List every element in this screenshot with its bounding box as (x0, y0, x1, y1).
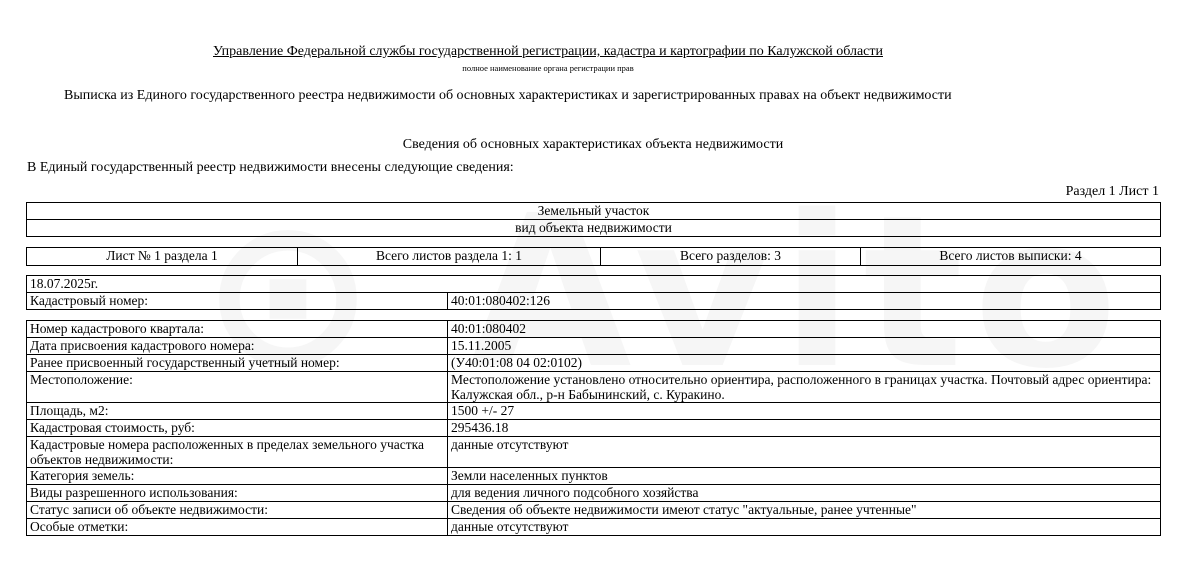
table-row (27, 502, 1161, 519)
table-row (27, 468, 1161, 485)
row-label: Особые отметки: (27, 519, 448, 536)
row-value: для ведения личного подсобного хозяйства (448, 485, 1161, 502)
object-type-table (26, 202, 1161, 237)
section-title: Сведения об основных характеристиках объекта недвижимости (402, 137, 784, 152)
row-label: Кадастровые номера расположенных в пределах земельного участка объектов недвижимости: (27, 437, 448, 468)
row-value: Местоположение установлено относительно ориентира, расположенного в границах участка. Почтовый адрес ориентира: Калужская обл., р-н Бабынинский, с. Куракино. (448, 372, 1161, 403)
cadastral-number-label: Кадастровый номер: (27, 293, 448, 310)
intro-text: В Единый государственный реестр недвижимости внесены следующие сведения: (27, 160, 514, 175)
row-label: Ранее присвоенный государственный учетный номер: (27, 355, 448, 372)
row-label: Категория земель: (27, 468, 448, 485)
table-row (27, 403, 1161, 420)
extract-title: Выписка из Единого государственного реестра недвижимости об основных характеристиках и зарегистрированных правах на объект недвижимости (64, 88, 952, 103)
row-value: Земли населенных пунктов (448, 468, 1161, 485)
identification-table (26, 275, 1161, 310)
sheets-table (26, 247, 1161, 266)
characteristics-table (26, 320, 1161, 536)
object-type-caption: вид объекта недвижимости (27, 220, 1161, 237)
row-label: Площадь, м2: (27, 403, 448, 420)
total-section-sheets: Всего листов раздела 1: 1 (298, 248, 601, 266)
table-row (27, 321, 1161, 338)
organization-name: Управление Федеральной службы государственной регистрации, кадастра и картографии по Калужской области (213, 44, 883, 59)
row-value: 295436.18 (448, 420, 1161, 437)
row-value: 40:01:080402 (448, 321, 1161, 338)
row-label: Дата присвоения кадастрового номера: (27, 338, 448, 355)
table-row (27, 485, 1161, 502)
extract-date: 18.07.2025г. (27, 276, 1161, 293)
row-label: Кадастровая стоимость, руб: (27, 420, 448, 437)
table-row (27, 437, 1161, 468)
sheet-number: Лист № 1 раздела 1 (27, 248, 298, 266)
row-value: данные отсутствуют (448, 519, 1161, 536)
section-sheet-label: Раздел 1 Лист 1 (1065, 184, 1159, 199)
row-label: Виды разрешенного использования: (27, 485, 448, 502)
row-label: Местоположение: (27, 372, 448, 403)
table-row (27, 420, 1161, 437)
table-row (27, 372, 1161, 403)
object-type: Земельный участок (27, 203, 1161, 220)
total-sections: Всего разделов: 3 (601, 248, 861, 266)
row-value: (У40:01:08 04 02:0102) (448, 355, 1161, 372)
cadastral-number-value: 40:01:080402:126 (448, 293, 1161, 310)
organization-caption: полное наименование органа регистрации прав (462, 63, 634, 73)
row-label: Номер кадастрового квартала: (27, 321, 448, 338)
table-row (27, 519, 1161, 536)
table-row (27, 338, 1161, 355)
row-value: 15.11.2005 (448, 338, 1161, 355)
row-value: Сведения об объекте недвижимости имеют статус "актуальные, ранее учтенные" (448, 502, 1161, 519)
row-label: Статус записи об объекте недвижимости: (27, 502, 448, 519)
total-extract-sheets: Всего листов выписки: 4 (861, 248, 1161, 266)
row-value: данные отсутствуют (448, 437, 1161, 468)
row-value: 1500 +/- 27 (448, 403, 1161, 420)
table-row (27, 355, 1161, 372)
